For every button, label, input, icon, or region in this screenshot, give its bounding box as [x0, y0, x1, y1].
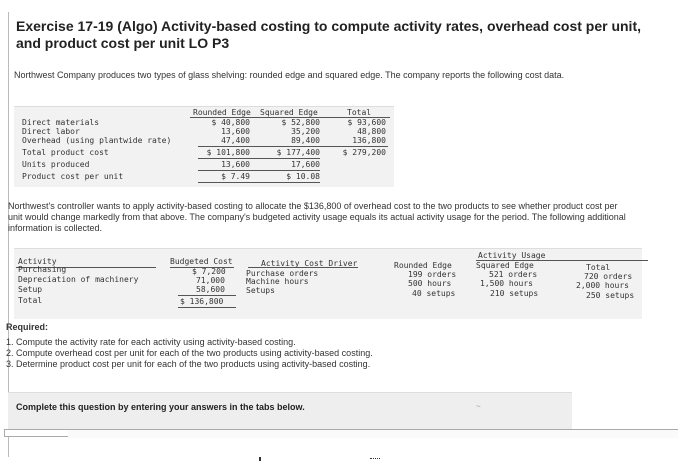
tab-indicator — [259, 457, 261, 461]
activity-squared: 1,500 hours — [480, 279, 533, 288]
answer-tabs — [0, 426, 700, 461]
activity-budgeted: 58,600 — [196, 285, 225, 294]
cost-cell: $ 101,800 — [206, 148, 250, 157]
required-item-1: 1. Compute the activity rate for each activity using activity-based costing. — [6, 337, 296, 347]
squared-col-header: Squared Edge — [476, 261, 534, 270]
cost-cell: $ 40,800 — [211, 118, 250, 127]
tab-strip — [68, 429, 678, 438]
cost-cell: $ 177,400 — [276, 148, 320, 157]
required-item-3: 3. Determine product cost per unit for each of the two products using activity-based costing. — [6, 359, 371, 369]
activity-driver: Machine hours — [246, 277, 309, 286]
cost-cell: $ 279,200 — [342, 148, 386, 157]
cost-cell: 35,200 — [291, 127, 320, 136]
cost-cell: $ 93,600 — [347, 118, 386, 127]
cost-cell: 89,400 — [291, 136, 320, 145]
required-item-2: 2. Compute overhead cost per unit for each of the two products using activity-based costing. — [6, 348, 373, 358]
cost-cell: $ 7.49 — [221, 172, 250, 181]
rounded-col-header: Rounded Edge — [394, 261, 452, 270]
total-col-header: Total — [586, 263, 611, 272]
answer-tab-required-1[interactable] — [4, 429, 70, 437]
cost-cell: 13,600 — [221, 160, 250, 169]
controller-paragraph: Northwest's controller wants to apply activity-based costing to allocate the $136,800 of overhead cost to the two products to see whether product cost per unit would change markedly from that above. The company's budgeted activity usage equals its actual activity usage for the period. The following additional information is collected. — [8, 201, 626, 233]
activity-squared: 210 setups — [490, 289, 539, 298]
cost-cell: 17,600 — [291, 160, 320, 169]
cost-col-header-total: Total — [347, 108, 372, 117]
activity-driver: Purchase orders — [246, 269, 319, 278]
activity-rounded: 500 hours — [408, 279, 452, 288]
activity-budgeted: 71,000 — [196, 276, 225, 285]
cost-cell: $ 52,800 — [281, 118, 320, 127]
activity-total: 2,000 hours — [576, 281, 629, 290]
activity-name: Setup — [18, 285, 43, 294]
activity-rounded: 199 orders — [408, 270, 457, 279]
cost-cell: $ 10.08 — [286, 172, 320, 181]
intro-text: Northwest Company produces two types of glass shelving: rounded edge and squared edge. The company reports the following cost data. — [14, 70, 565, 80]
cost-row-label: Direct labor — [22, 127, 80, 136]
activity-table — [14, 250, 654, 320]
cost-col-header-rounded: Rounded Edge — [193, 108, 251, 117]
activity-budgeted: $ 136,800 — [180, 297, 224, 306]
instructions-text: Complete this question by entering your answers in the tabs below. — [16, 402, 305, 412]
activity-name: Depreciation of machinery — [18, 275, 139, 284]
required-heading: Required: — [6, 322, 49, 332]
cursor-mark: ~ — [476, 402, 481, 411]
cost-cell: 13,600 — [221, 127, 250, 136]
budgeted-col-header: Budgeted Cost — [170, 257, 233, 266]
cost-row-label: Units produced — [22, 160, 90, 169]
activity-usage-header: Activity Usage — [478, 251, 546, 260]
cost-cell: 47,400 — [221, 136, 250, 145]
cost-col-header-squared: Squared Edge — [260, 108, 318, 117]
activity-driver: Setups — [246, 286, 275, 295]
cost-cell: 48,800 — [357, 127, 386, 136]
activity-budgeted: $ 7,200 — [192, 267, 226, 276]
driver-col-header: Activity Cost Driver — [261, 259, 358, 268]
required-section — [6, 322, 506, 370]
cost-row-label: Total product cost — [22, 148, 109, 157]
activity-squared: 521 orders — [489, 270, 538, 279]
activity-name: Purchasing — [18, 265, 67, 274]
cost-row-label: Direct materials — [22, 118, 100, 127]
page-title: Exercise 17-19 (Algo) Activity-based costing to compute activity rates, overhead cost per unit, and product cost per unit LO P3 — [16, 18, 641, 51]
cost-cell: 136,800 — [352, 136, 386, 145]
activity-name: Total — [18, 296, 43, 305]
cost-row-label: Product cost per unit — [22, 172, 124, 181]
activity-total: 250 setups — [586, 291, 635, 300]
activity-rounded: 40 setups — [412, 289, 456, 298]
cost-row-label: Overhead (using plantwide rate) — [22, 136, 172, 145]
activity-total: 720 orders — [584, 272, 633, 281]
activity-col-header: Activity — [18, 257, 57, 266]
